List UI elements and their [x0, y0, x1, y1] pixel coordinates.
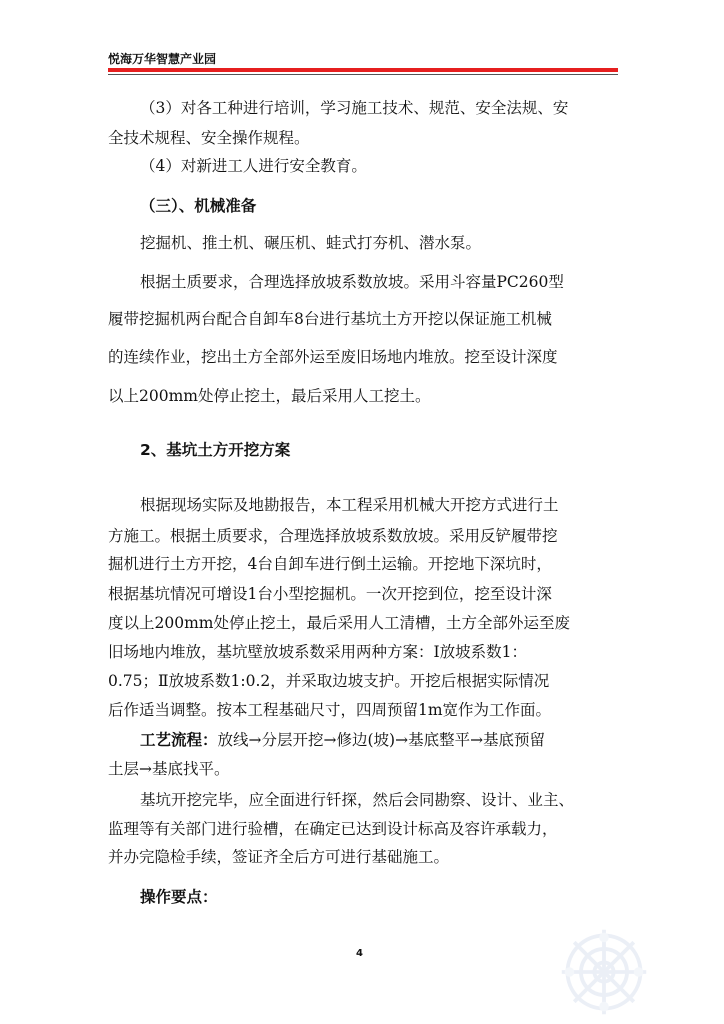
page-number: 4: [356, 948, 363, 959]
text-line: 掘机进行土方开挖，4台自卸车进行倒土运输。开挖地下深坑时，: [108, 555, 552, 573]
process-flow-line: [140, 729, 545, 751]
section-heading: 操作要点：: [140, 888, 218, 906]
text-line: 以上200mm处停止挖土，最后采用人工挖土。: [108, 387, 431, 405]
text-line: 挖掘机、推土机、碾压机、蛙式打夯机、潜水泵。: [140, 234, 482, 252]
section-heading: 2、基坑土方开挖方案: [140, 441, 291, 459]
text-line: 旧场地内堆放，基坑壁放坡系数采用两种方案：Ⅰ放坡系数1：: [108, 643, 527, 661]
header-rule-red: [108, 68, 618, 72]
text-line: 基坑开挖完毕，应全面进行钎探，然后会同勘察、设计、业主、: [140, 791, 575, 809]
text-line: 根据基坑情况可增设1台小型挖掘机。一次开挖到位，挖至设计深: [108, 585, 552, 603]
section-heading: （三）、机械准备: [140, 197, 257, 215]
text-line: （4）对新进工人进行安全教育。: [140, 157, 367, 175]
text-line: 方施工。根据土质要求，合理选择放坡系数放坡。采用反铲履带挖: [108, 527, 558, 545]
text-line: 根据土质要求，合理选择放坡系数放坡。采用斗容量PC260型: [140, 273, 564, 291]
text-line: 并办完隐检手续，签证齐全后方可进行基础施工。: [108, 848, 450, 866]
text-line: 后作适当调整。按本工程基础尺寸，四周预留1m宽作为工作面。: [108, 701, 552, 719]
text-line: 度以上200mm处停止挖土，最后采用人工清槽，土方全部外运至废: [108, 614, 570, 632]
process-flow-label: 工艺流程：: [140, 731, 218, 749]
text-line: （3）对各工种进行培训，学习施工技术、规范、安全法规、安: [140, 99, 569, 117]
header-title: 悦海万华智慧产业园: [108, 52, 217, 66]
header-rule-dark: [108, 74, 618, 75]
process-flow-text: 放线→分层开挖→修边(坡)→基底整平→基底预留: [217, 731, 546, 749]
text-line: 0.75；Ⅱ放坡系数1:0.2，并采取边坡支护。开挖后根据实际情况: [108, 672, 550, 690]
text-line: 监理等有关部门进行验槽，在确定已达到设计标高及容许承载力，: [108, 820, 558, 838]
text-line: 全技术规程、安全操作规程。: [108, 129, 310, 147]
text-line: 的连续作业，挖出土方全部外运至废旧场地内堆放。挖至设计深度: [108, 348, 558, 366]
text-line: 履带挖掘机两台配合自卸车8台进行基坑土方开挖以保证施工机械: [108, 310, 552, 328]
snowflake-watermark-icon: [556, 924, 652, 1020]
text-line: 根据现场实际及地勘报告，本工程采用机械大开挖方式进行土: [140, 496, 559, 514]
text-line: 土层→基底找平。: [108, 760, 230, 778]
